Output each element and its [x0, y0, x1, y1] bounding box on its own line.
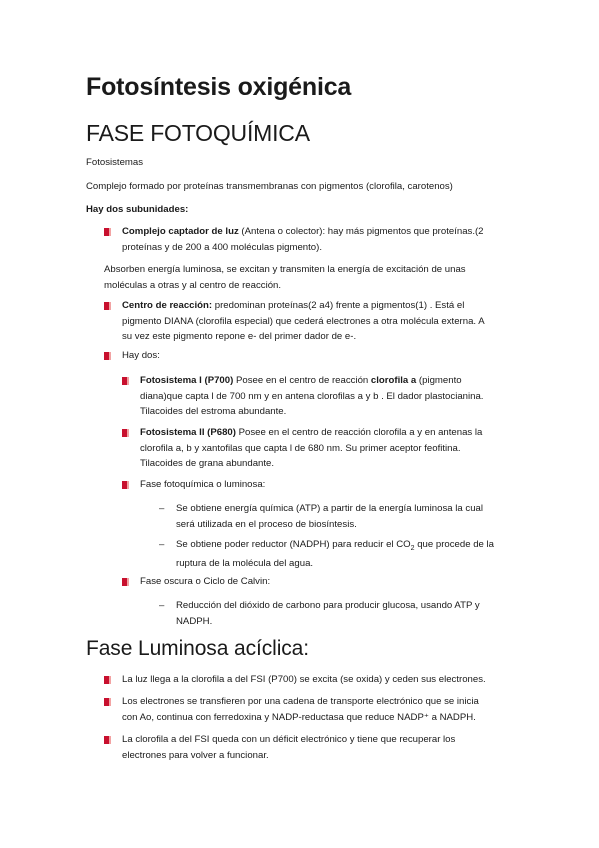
- item-text: con Ao, continua con ferredoxina y NADP-reductasa que reduce NADP⁺ a NADPH.: [122, 711, 476, 723]
- item-text: Tilacoides de grana abundante.: [140, 458, 275, 469]
- item-text: La clorofila a del FSI queda con un déficit electrónico y tiene que recuperar los: [122, 734, 456, 745]
- item-text: Reducción del dióxido de carbono para producir glucosa, usando ATP y: [176, 600, 480, 611]
- bold-term: Complejo captador de luz: [122, 226, 239, 237]
- section-title: FASE FOTOQUÍMICA: [86, 120, 310, 146]
- paragraph: [104, 262, 466, 293]
- page-title: Fotosíntesis oxigénica: [86, 73, 352, 101]
- list-item: [122, 298, 485, 345]
- item-text: clorofila a, b y xantofilas que capta l de 680 nm. Su primer aceptor feofitina.: [140, 442, 461, 454]
- bold-term: clorofila a: [370, 375, 417, 386]
- bullet-icon: [104, 676, 111, 684]
- item-text: predominan proteínas(2 a4) frente a pigmentos(1) . Está el: [212, 300, 465, 311]
- item-text: Se obtiene energía química (ATP) a partir de la energía luminosa la cual: [176, 503, 483, 514]
- bullet-icon: [122, 429, 129, 437]
- list-item: [122, 224, 484, 255]
- paragraph-text: Absorben energía luminosa, se excitan y transmiten la energía de excitación de unas: [104, 264, 466, 275]
- bold-term: Centro de reacción:: [122, 300, 213, 311]
- item-text: electrones para volver a funcionar.: [122, 749, 269, 761]
- list-item: [140, 425, 482, 472]
- bullet-icon: [122, 578, 129, 586]
- subscript: 2: [410, 544, 415, 552]
- bullet-icon: [104, 302, 111, 310]
- bold-term: Fotosistema I (P700): [140, 375, 234, 386]
- dash-icon: –: [159, 539, 165, 550]
- list-item: Fase fotoquímica o luminosa:: [140, 479, 266, 490]
- paragraph: Complejo formado por proteínas transmembranas con pigmentos (clorofila, carotenos): [86, 181, 453, 192]
- list-item: [176, 501, 483, 532]
- item-text: su vez este pigmento repone e- del primer dador de e-.: [122, 331, 357, 342]
- bullet-icon: [104, 352, 111, 360]
- bullet-icon: [104, 736, 111, 744]
- paragraph: Hay dos subunidades:: [86, 204, 189, 215]
- item-text: Los electrones se transfieren por una cadena de transporte electrónico que se inicia: [122, 696, 479, 707]
- list-item: [176, 537, 494, 572]
- list-item: [122, 694, 479, 725]
- item-text: diana)que capta l de 700 nm y en antena clorofilas a y b . El dador plastocianina.: [140, 390, 484, 402]
- item-text: Posee en el centro de reacción: [233, 375, 371, 386]
- item-text: ruptura de la molécula del agua.: [176, 558, 314, 570]
- bullet-icon: [104, 698, 111, 706]
- dash-icon: –: [159, 600, 165, 611]
- bold-term: Fotosistema II (P680): [140, 427, 236, 438]
- list-item: Hay dos:: [122, 350, 160, 361]
- item-text: pigmento DIANA (clorofila especial) que cederá electrones a otra molécula externa. A: [122, 315, 485, 327]
- paragraph: Fotosistemas: [86, 157, 144, 168]
- bullet-icon: [122, 481, 129, 489]
- dash-icon: –: [159, 503, 165, 514]
- item-text: NADPH.: [176, 615, 213, 627]
- list-item: [176, 598, 480, 629]
- list-item: La luz llega a la clorofila a del FSI (P700) se excita (se oxida) y ceden sus electrones.: [122, 674, 486, 685]
- section-heading: Fase Luminosa acíclica:: [86, 637, 309, 660]
- item-text: Se obtiene poder reductor (NADPH) para reducir el CO: [176, 539, 411, 550]
- list-item: [140, 373, 483, 420]
- item-text: será utilizada en el proceso de biosíntesis.: [176, 518, 357, 530]
- item-text: (Antena o colector): hay más pigmentos que proteínas.(2: [238, 226, 484, 237]
- list-item: Fase oscura o Ciclo de Calvin:: [140, 576, 271, 587]
- bullet-icon: [122, 377, 129, 385]
- item-text: que procede de la: [414, 539, 495, 550]
- bullet-icon: [104, 228, 111, 236]
- item-text: proteínas y de 200 a 400 moléculas pigmento).: [122, 241, 322, 253]
- paragraph-text: moléculas a otras y al centro de reacción.: [104, 279, 282, 291]
- item-text: (pigmento: [416, 375, 462, 386]
- item-text: Posee en el centro de reacción clorofila a y en antenas la: [235, 427, 483, 438]
- list-item: [122, 732, 455, 763]
- item-text: Tilacoides del estroma abundante.: [140, 406, 287, 417]
